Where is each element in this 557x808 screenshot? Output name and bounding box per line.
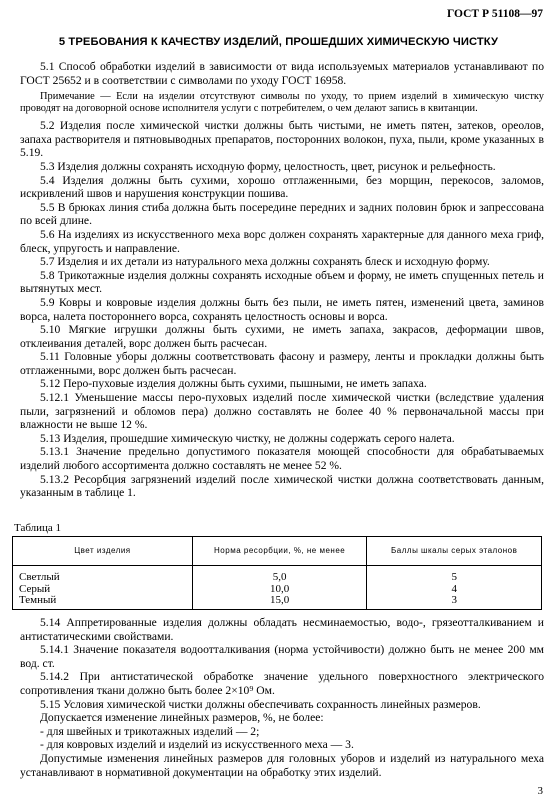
list-item: - для ковровых изделий и изделий из искусственного меха — 3. (40, 738, 354, 752)
table-cell: 15,0 (192, 595, 367, 609)
table-cell: 3 (367, 595, 542, 609)
paragraph: 5.13.1 Значение предельно допустимого показателя моющей способности для обрабатываемых изделий любого ассортимента должно составлять не менее 52 %. (20, 445, 544, 473)
paragraph: 5.13 Изделия, прошедшие химическую чистку, не должны содержать серого налета. (40, 431, 455, 445)
paragraph: 5.7 Изделия и их детали из натурального меха должны сохранять блеск и исходную форму. (40, 255, 490, 269)
paragraph: 5.15 Условия химической чистки должны обеспечивать сохранность линейных размеров. (40, 697, 481, 711)
paragraph: 5.8 Трикотажные изделия должны сохранять исходные объем и форму, не иметь спущенных петель и вытянутых мест. (20, 268, 544, 296)
paragraph: 5.11 Головные уборы должны соответствовать фасону и размеру, ленты и прокладки должны быть отглаженными, ворс должен быть расчесан. (20, 350, 544, 377)
paragraph: 5.6 На изделиях из искусственного меха ворс должен сохранять характерные для данного меха гриф, блеск, упругость и направление. (20, 227, 544, 255)
body-text-top (20, 60, 544, 500)
list-item: - для швейных и трикотажных изделий — 2; (40, 724, 260, 738)
paragraph: 5.13.2 Ресорбция загрязнений изделий после химической чистки должна соответствовать данным, указанным в таблице 1. (20, 472, 544, 500)
paragraph: 5.3 Изделия должны сохранять исходную форму, целостность, цвет, рисунок и рельефность. (40, 159, 496, 173)
column-header: Норма ресорбции, %, не менее (192, 537, 367, 566)
resorption-table (12, 536, 542, 610)
paragraph: 5.4 Изделия должны быть сухими, хорошо отглаженными, без морщин, перекосов, заломов, искривлений швов и нарушения конструкции пошива. (20, 173, 544, 201)
paragraph: Допустимые изменения линейных размеров для головных уборов и изделий из натурального меха устанавливают в нормативной документации на обработку этих изделий. (20, 751, 544, 779)
paragraph: 5.12.1 Уменьшение массы перо-пуховых изделий после химической чистки (вследствие удаления пыли, загрязнений и обломов пера) должно составлять не более 40 % первоначальной массы при влажности не выше 12 %. (20, 391, 544, 432)
paragraph: 5.14 Аппретированные изделия должны обладать несминаемостью, водо-, грязеотталкиванием и антистатическими свойствами. (20, 616, 544, 643)
paragraph: 5.9 Ковры и ковровые изделия должны быть без пыли, не иметь пятен, изменений цвета, заминов ворса, налета постороннего ворса, сохранять целостность основы и ворса. (20, 295, 544, 323)
page-number: 3 (537, 785, 543, 797)
table-cell: Светлый (13, 566, 193, 584)
paragraph: 5.14.1 Значение показателя водоотталкивания (норма устойчивости) должно быть не менее 200 мм вод. ст. (20, 643, 544, 670)
table-cell: Серый (13, 584, 193, 596)
paragraph: Допускается изменение линейных размеров, %, не более: (40, 711, 324, 725)
document-code: ГОСТ Р 51108—97 (447, 8, 543, 20)
paragraph: 5.10 Мягкие игрушки должны быть сухими, не иметь запаха, закрасов, деформации швов, отклеивания деталей, ворс должен быть расчесан. (20, 323, 544, 350)
paragraph: 5.14.2 При антистатической обработке значение удельного поверхностного электрического сопротивления ткани должно быть более 2×10⁹ Ом. (20, 670, 544, 697)
paragraph: 5.12 Перо-пуховые изделия должны быть сухими, пышными, не иметь запаха. (40, 377, 427, 391)
column-header: Цвет изделия (13, 537, 193, 566)
paragraph: 5.5 В брюках линия стиба должна быть посередине передних и задних половин брюк и запрессована по всей длине. (20, 200, 544, 228)
body-text-bottom (20, 616, 544, 779)
note-text: Примечание — Если на изделии отсутствуют символы по уходу, то прием изделий в химическую чистку проводят на договорной основе исполнителя услуги с потребителем, о чем делают запись в квитанции. (20, 91, 544, 115)
section-title: 5 ТРЕБОВАНИЯ К КАЧЕСТВУ ИЗДЕЛИЙ, ПРОШЕДШИХ ХИМИЧЕСКУЮ ЧИСТКУ (58, 36, 499, 48)
column-header: Баллы шкалы серых эталонов (367, 537, 542, 566)
table-cell: 5 (367, 566, 542, 584)
paragraph: 5.2 Изделия после химической чистки должны быть чистыми, не иметь пятен, затеков, ореолов, запаха растворителя и пятновыводных препаратов, посторонних волокон, пуха, пыли, кроме указанных в 5.19. (20, 119, 544, 160)
table-cell: 4 (367, 584, 542, 596)
table-row (13, 566, 542, 584)
table-header-row (13, 537, 542, 566)
paragraph: 5.1 Способ обработки изделий в зависимости от вида используемых материалов устанавливают по ГОСТ 25652 и в соответствии с символами по уходу ГОСТ 16958. (20, 60, 544, 87)
table-row (13, 595, 542, 609)
table-cell: 10,0 (192, 584, 367, 596)
table-caption: Таблица 1 (14, 522, 62, 534)
table-cell: Темный (13, 595, 193, 609)
table-cell: 5,0 (192, 566, 367, 584)
